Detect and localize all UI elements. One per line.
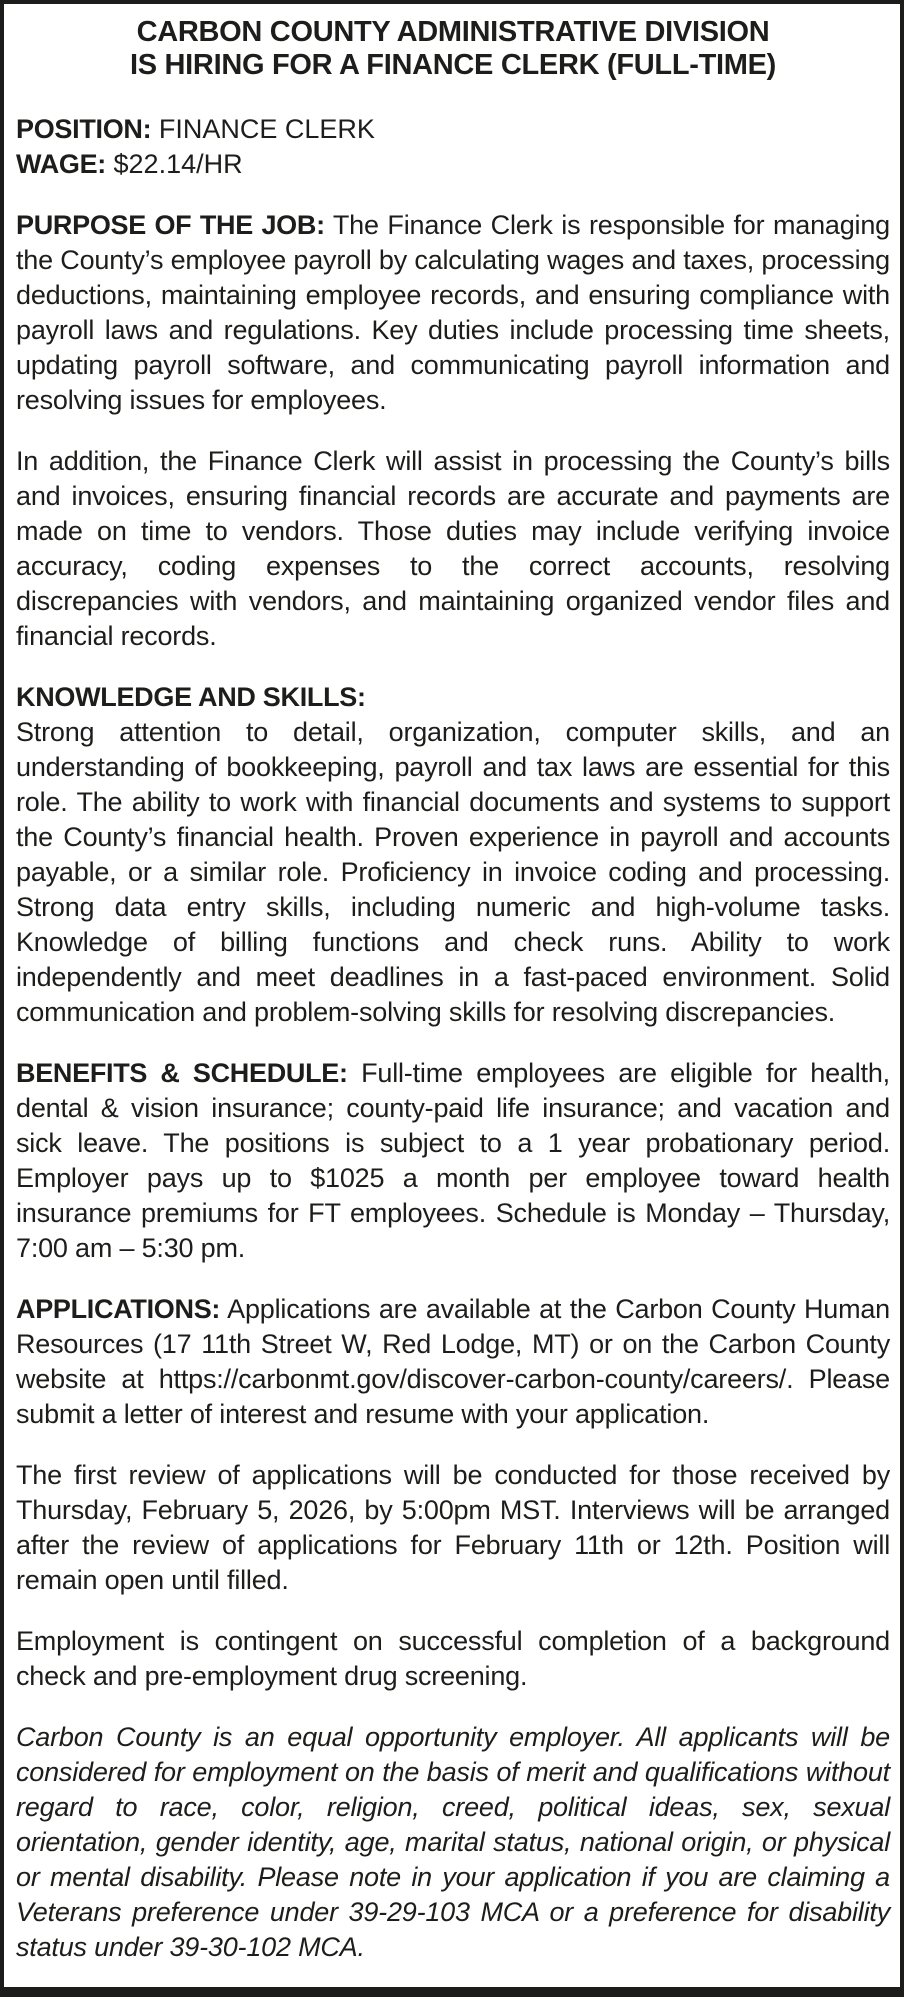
wage-label: WAGE: <box>16 149 106 179</box>
addition-paragraph <box>16 444 890 654</box>
contingency-paragraph <box>16 1624 890 1694</box>
knowledge-paragraph <box>16 680 890 1030</box>
eeo-text: Carbon County is an equal opportunity employer. All applicants will be considered for employment on the basis of merit and qualifications without regard to race, color, religion, creed, political ideas, sex, sexual orientation, gender identity, age, marital status, national origin, or physical or mental disability. Please note in your application if you are claiming a Veterans preference under 39-29-103 MCA or a preference for disability status under 39-30-102 MCA. <box>16 1722 890 1962</box>
applications-paragraph <box>16 1292 890 1432</box>
eeo-paragraph <box>16 1720 890 1965</box>
purpose-label: PURPOSE OF THE JOB: <box>16 210 325 240</box>
knowledge-text: Strong attention to detail, organization, computer skills, and an understanding of bookkeeping, payroll and tax laws are essential for this role. The ability to work with financial documents and systems to support the County’s financial health. Proven experience in payroll and accounts payable, or a similar role. Proficiency in invoice coding and processing. Strong data entry skills, including numeric and high-volume tasks. Knowledge of billing functions and check runs. Ability to work independently and meet deadlines in a fast-paced environment. Solid communication and problem-solving skills for resolving discrepancies. <box>16 717 890 1027</box>
benefits-paragraph <box>16 1056 890 1266</box>
position-row <box>16 112 890 147</box>
review-paragraph <box>16 1458 890 1598</box>
position-wage-block <box>16 112 890 182</box>
addition-text: In addition, the Finance Clerk will assist in processing the County’s bills and invoices, ensuring financial records are accurate and payments are made on time to vendors. Those duties may include verifying invoice accuracy, coding expenses to the correct accounts, resolving discrepancies with vendors, and maintaining organized vendor files and financial records. <box>16 446 890 651</box>
ad-title-line1: CARBON COUNTY ADMINISTRATIVE DIVISION <box>136 16 770 48</box>
wage-row <box>16 147 890 182</box>
purpose-text: The Finance Clerk is responsible for managing the County’s employee payroll by calculating wages and taxes, processing deductions, maintaining employee records, and ensuring compliance with payroll laws and regulations. Key duties include processing time sheets, updating payroll software, and communicating payroll information and resolving issues for employees. <box>16 210 890 415</box>
applications-text: Applications are available at the Carbon County Human Resources (17 11th Street W, Red Lodge, MT) or on the Carbon County website at https://carbonmt.gov/discover-carbon-county/careers/. Please submit a letter of interest and resume with your application. <box>16 1294 891 1429</box>
benefits-text: Full-time employees are eligible for health, dental & vision insurance; county-paid life insurance; and vacation and sick leave. The positions is subject to a 1 year probationary period. Employer pays up to $1025 a month per employee toward health insurance premiums for FT employees. Schedule is Monday – Thursday, 7:00 am – 5:30 pm. <box>16 1058 890 1263</box>
applications-label: APPLICATIONS: <box>16 1294 221 1324</box>
review-text: The first review of applications will be conducted for those received by Thursday, February 5, 2026, by 5:00pm MST. Interviews will be arranged after the review of applications for February 11th or 12th. Position will remain open until filled. <box>16 1460 890 1595</box>
benefits-label: BENEFITS & SCHEDULE: <box>16 1058 348 1088</box>
ad-title <box>16 16 890 82</box>
position-value: FINANCE CLERK <box>158 114 375 144</box>
wage-value: $22.14/HR <box>113 149 243 179</box>
purpose-paragraph <box>16 208 890 418</box>
ad-title-line2: IS HIRING FOR A FINANCE CLERK (FULL-TIME) <box>129 49 777 81</box>
position-label: POSITION: <box>16 114 152 144</box>
contingency-text: Employment is contingent on successful completion of a background check and pre-employment drug screening. <box>16 1626 890 1691</box>
knowledge-heading: KNOWLEDGE AND SKILLS: <box>16 682 366 712</box>
